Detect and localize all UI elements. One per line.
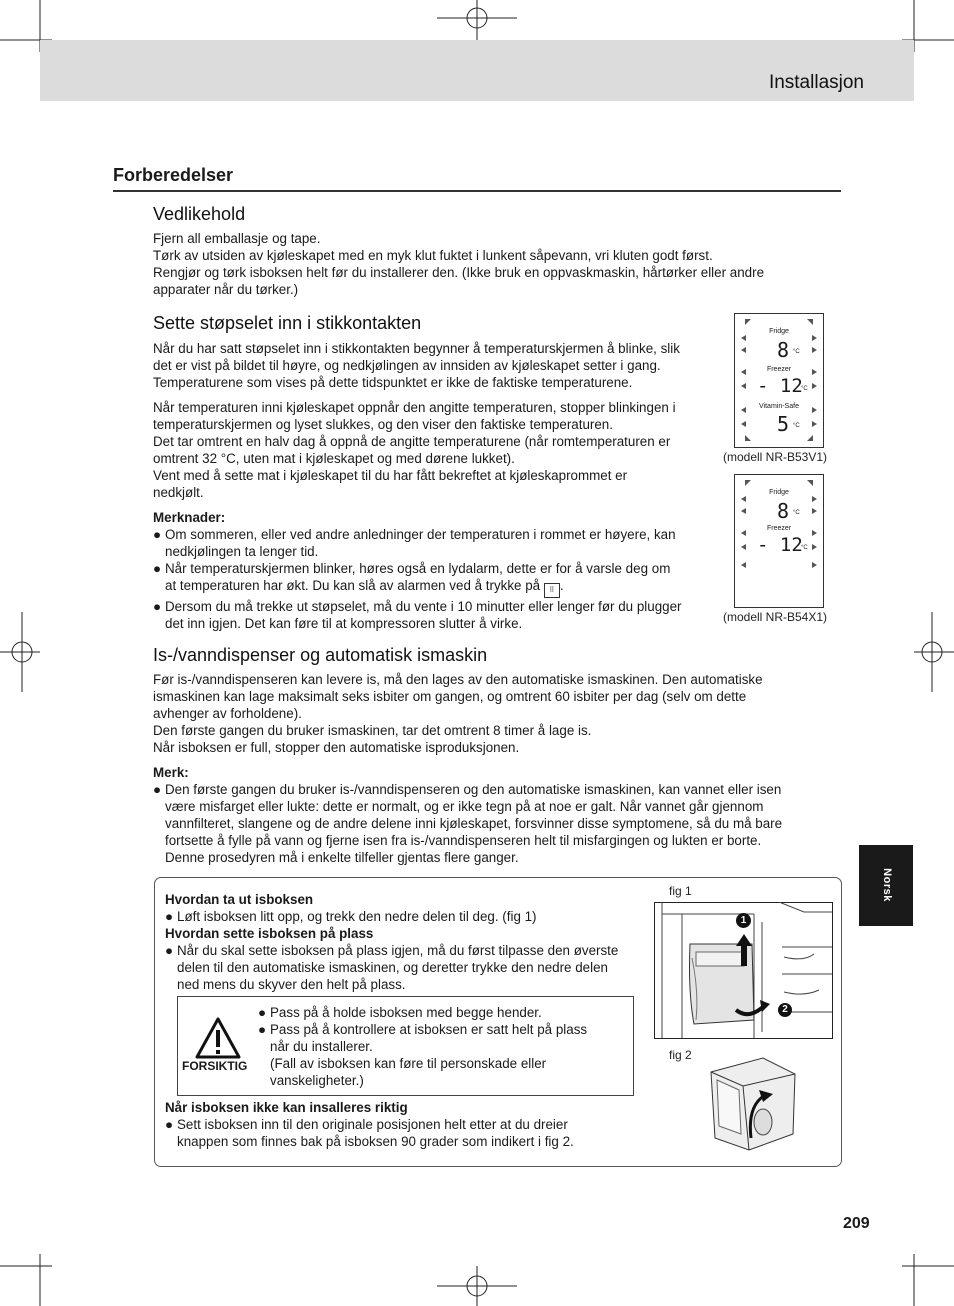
fig1-caption: fig 1 xyxy=(669,884,692,898)
text-line: Løft isboksen litt opp, og trekk den nedre delen til deg. (fig 1) xyxy=(177,909,537,924)
heading-vedlikehold: Vedlikehold xyxy=(153,204,246,224)
text-line: Denne prosedyren må i enkelte tilfeller gjentas flere ganger. xyxy=(165,850,519,865)
alarm-button-icon: ⠿ xyxy=(544,583,560,598)
caution-item: ● Pass på å holde isboksen med begge hender. xyxy=(258,1004,628,1021)
punctuation: . xyxy=(559,578,564,593)
insert-item: ● Når du skal sette isboksen på plass igjen, må du først tilpasse den øverste delen til den automatiske ismaskinen, og deretter trykke den nedre delen ned mens du skyver den helt på plass. xyxy=(165,942,655,993)
text-line: Vent med å sette mat i kjøleskapet til du har fått bekreftet at kjøleskaprommet er xyxy=(153,468,628,483)
section-title: Forberedelser xyxy=(113,165,234,185)
text-line: (Fall av isboksen kan føre til personskade eller xyxy=(270,1056,547,1071)
fig2-illustration xyxy=(703,1050,803,1155)
text-line: Når du har satt støpselet inn i stikkontakten begynner å temperaturskjermen å blinke, slik xyxy=(153,341,680,356)
text-line: Når temperaturskjermen blinker, høres også en lydalarm, dette er for å varsle deg om xyxy=(165,561,671,576)
language-tab xyxy=(859,845,913,926)
insert-title: Hvordan sette isboksen på plass xyxy=(165,926,374,941)
display-unit: °C xyxy=(801,386,808,392)
text-line: Dersom du må trekke ut støpselet, må du vente i 10 minutter eller lenger før du plugger xyxy=(165,599,682,614)
display-value: - 12 xyxy=(757,534,803,556)
text-line: Temperaturene som vises på dette tidspunktet er ikke de faktiske temperaturene. xyxy=(153,375,633,390)
language-tab-label: Norsk xyxy=(881,868,893,902)
text-line: Før is-/vanndispenseren kan levere is, må den lages av den automatiske ismaskinen. Den automatiske xyxy=(153,672,763,687)
display-value: - 12 xyxy=(757,375,803,397)
text-line: delen til den automatiske ismaskinen, og deretter trykke den nedre delen xyxy=(177,960,608,975)
display-label: Vitamin-Safe xyxy=(759,403,799,410)
display-value: 8 xyxy=(777,499,790,523)
chapter-title: Installasjon xyxy=(768,72,864,93)
text-line: fortsette å fylle på vann og fjerne isen fra is-/vanndispenseren helt til misfargingen og lukten er borte. xyxy=(165,833,762,848)
text-line: apparater når du tørker.) xyxy=(153,282,299,297)
text-line: Den første gangen du bruker ismaskinen, tar det omtrent 8 timer å lage is. xyxy=(153,723,592,738)
page-number: 209 xyxy=(843,1215,870,1232)
text-line: Fjern all emballasje og tape. xyxy=(153,231,321,246)
display-unit: °C xyxy=(801,545,808,551)
fig1-marker-1: 1 xyxy=(736,913,751,928)
display-caption: (modell NR-B53V1) xyxy=(723,450,828,464)
caution-label: FORSIKTIG xyxy=(182,1059,248,1073)
text-line: Når temperaturen inni kjøleskapet oppnår den angitte temperaturen, stopper blinkingen i xyxy=(153,400,676,415)
note-item: ● Den første gangen du bruker is-/vanndispenseren og den automatiske ismaskinen, kan vannet eller isen være misfarget eller lukte: dette er normalt, og er ikke tegn på at noe er galt. Når vannet går gjennom vannfilteret, slangene og de andre delene inni kjøleskapet, forsvinner disse symptomene, så du må bare fortsette å fylle på vann og fjerne isen fra is-/vanndispenseren helt til misfargingen og lukten er borte. Denne prosedyren må i enkelte tilfeller gjentas flere ganger. xyxy=(153,781,843,866)
icebox-instructions xyxy=(165,891,655,993)
text-line: Når isboksen er full, stopper den automatiske isproduksjonen. xyxy=(153,740,520,755)
text-line: vanskeligheter.) xyxy=(270,1073,364,1088)
display-unit: °C xyxy=(793,349,800,355)
fail-instructions xyxy=(165,1099,655,1150)
text-line: knappen som finnes bak på isboksen 90 grader som indikert i fig 2. xyxy=(177,1134,574,1149)
heading-dispenser: Is-/vanndispenser og automatisk ismaskin xyxy=(153,645,488,665)
stopsel-text xyxy=(153,340,723,632)
note-item: ● Dersom du må trekke ut støpselet, må du vente i 10 minutter eller lenger før du plugger det inn igjen. Det kan føre til at kompressoren slutter å virke. xyxy=(153,598,723,632)
note-title: Merk: xyxy=(153,765,189,780)
notes-title: Merknader: xyxy=(153,510,226,525)
text-line: Pass på å kontrollere at isboksen er satt helt på plass xyxy=(270,1022,588,1037)
display-label: Freezer xyxy=(766,525,792,532)
display-label: Fridge xyxy=(769,489,789,496)
warning-triangle-icon xyxy=(195,1017,241,1059)
vedlikehold-text xyxy=(153,230,833,298)
dispenser-text xyxy=(153,671,843,866)
fail-item: ● Sett isboksen inn til den originale posisjonen helt etter at du dreier knappen som finnes bak på isboksen 90 grader som indikert i fig 2. xyxy=(165,1116,655,1150)
text-line: temperaturskjermen og lyset slukkes, og den viser den faktiske temperaturen. xyxy=(153,417,613,432)
caution-item: ● Pass på å kontrollere at isboksen er satt helt på plass når du installerer. (Fall av isboksen kan føre til personskade eller vanskeligheter.) xyxy=(258,1021,628,1089)
remove-item: ● Løft isboksen litt opp, og trekk den nedre delen til deg. (fig 1) xyxy=(165,908,655,925)
display-value: 8 xyxy=(777,338,790,362)
text-line: vannfilteret, slangene og de andre delene inni kjøleskapet, forsvinner disse symptomene, så du må bare xyxy=(165,816,783,831)
display-label: Fridge xyxy=(769,328,789,335)
text-line: det er vist på bildet til høyre, og nedkjølingen av innsiden av kjøleskapet setter i gang. xyxy=(153,358,661,373)
note-item: ● Om sommeren, eller ved andre anledninger der temperaturen i rommet er høyere, kan nedkjølingen ta lenger tid. xyxy=(153,526,723,560)
text-line: når du installerer. xyxy=(270,1039,373,1054)
display-unit: °C xyxy=(793,423,800,429)
temperature-display-b54x1 xyxy=(734,474,824,608)
display-label: Freezer xyxy=(766,366,792,373)
text-line: omtrent 32 °C, uten mat i kjøleskapet og med dørene lukket). xyxy=(153,451,515,466)
text-line: ned mens du skyver den helt på plass. xyxy=(177,977,406,992)
fig1-marker-2: 2 xyxy=(778,1003,792,1017)
text-line: Den første gangen du bruker is-/vanndispenseren og den automatiske ismaskinen, kan vannet eller isen xyxy=(165,782,782,797)
section-divider xyxy=(113,190,841,192)
display-value: 5 xyxy=(777,412,790,436)
text-line: være misfarget eller lukte: dette er normalt, og er ikke tegn på at noe er galt. Når vannet går gjennom xyxy=(165,799,764,814)
text-line: Pass på å holde isboksen med begge hender. xyxy=(270,1005,542,1020)
text-line: Det tar omtrent en halv dag å oppnå de angitte temperaturene (når romtemperaturen er xyxy=(153,434,671,449)
text-line: Om sommeren, eller ved andre anledninger der temperaturen i rommet er høyere, kan xyxy=(165,527,676,542)
caution-items xyxy=(258,1004,628,1089)
remove-title: Hvordan ta ut isboksen xyxy=(165,892,314,907)
text-line: Tørk av utsiden av kjøleskapet med en myk klut fuktet i lunkent såpevann, vri kluten godt først. xyxy=(153,248,713,263)
temperature-display-b53v1 xyxy=(734,313,824,448)
text-line: nedkjølingen ta lenger tid. xyxy=(165,544,319,559)
note-item: ● Når temperaturskjermen blinker, høres også en lydalarm, dette er for å varsle deg om at temperaturen har økt. Du kan slå av alarmen ved å trykke på ⠿ . xyxy=(153,560,723,598)
display-caption: (modell NR-B54X1) xyxy=(723,610,828,624)
text-line: det inn igjen. Det kan føre til at kompressoren slutter å virke. xyxy=(165,616,523,631)
text-line: avhenger av forholdene). xyxy=(153,706,302,721)
text-line: ismaskinen kan lage maksimalt seks isbiter om gangen, og omtrent 60 isbiter per dag (selv om dette xyxy=(153,689,747,704)
text-line: at temperaturen har økt. Du kan slå av alarmen ved å trykke på xyxy=(165,578,541,593)
display-unit: °C xyxy=(793,510,800,516)
fig2-caption: fig 2 xyxy=(669,1048,692,1062)
heading-stopsel: Sette støpselet inn i stikkontakten xyxy=(153,313,422,333)
text-line: Rengjør og tørk isboksen helt før du installerer den. (Ikke bruk en oppvaskmaskin, hårtørker eller andre xyxy=(153,265,765,280)
text-line: nedkjølt. xyxy=(153,485,204,500)
text-line: Når du skal sette isboksen på plass igjen, må du først tilpasse den øverste xyxy=(177,943,619,958)
text-line: Sett isboksen inn til den originale posisjonen helt etter at du dreier xyxy=(177,1117,568,1132)
fail-title: Når isboksen ikke kan insalleres riktig xyxy=(165,1100,408,1115)
